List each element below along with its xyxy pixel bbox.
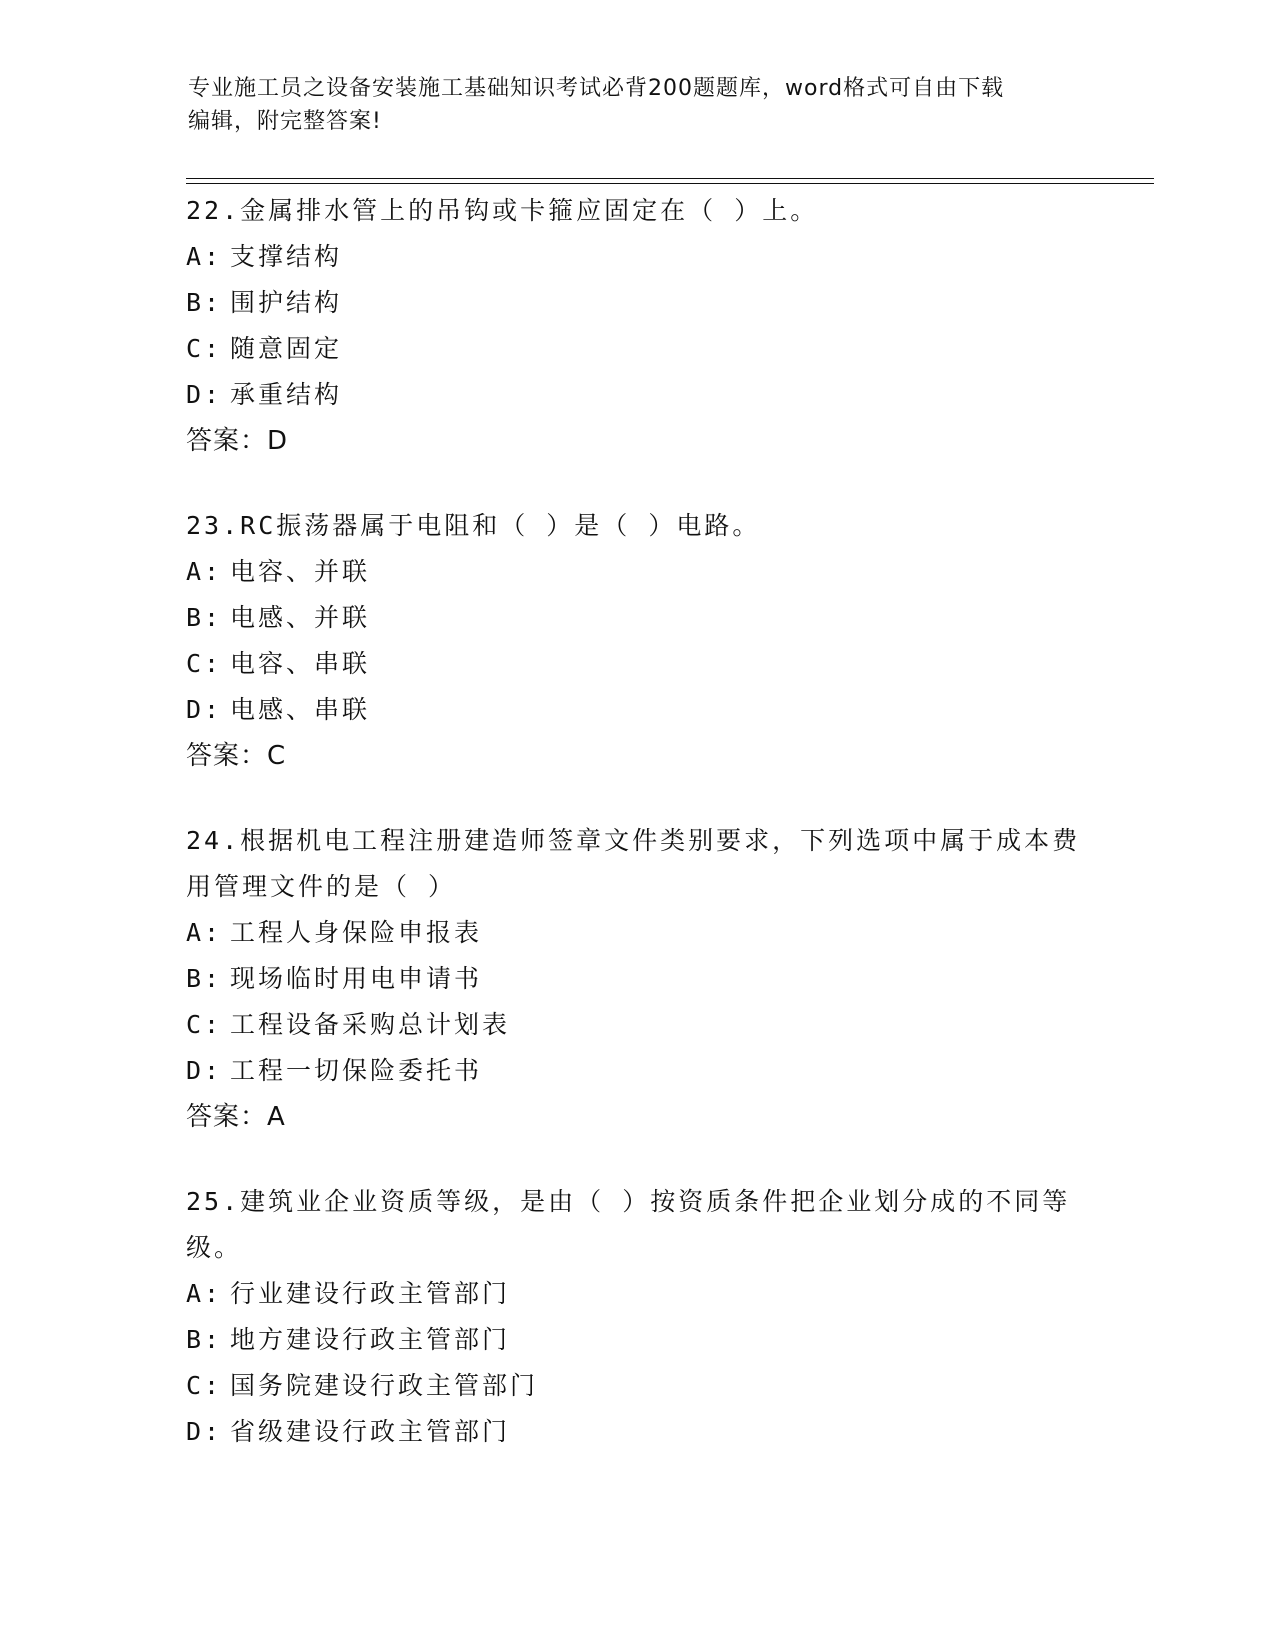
option-letter: B: [186,603,223,632]
option-letter: C: [186,649,223,678]
option-c [186,641,1106,687]
option-d [186,687,1106,733]
answer-line: 答案：D [186,426,289,456]
option-letter: B: [186,964,223,993]
option-text: 随意固定 [230,334,343,363]
question-24 [186,818,1106,1140]
question-list [186,188,1106,1494]
option-letter: C: [186,334,223,363]
question-stem: 25.建筑业企业资质等级，是由（ ）按资质条件把企业划分成的不同等级。 [186,1187,1071,1262]
header-divider-bottom [186,183,1154,184]
option-text: 电容、串联 [230,649,371,678]
option-b [186,1317,1106,1363]
option-letter: A: [186,1279,223,1308]
option-text: 承重结构 [230,380,343,409]
option-d [186,1409,1106,1455]
answer-line: 答案：A [186,1102,286,1132]
question-25 [186,1179,1106,1455]
option-text: 行业建设行政主管部门 [230,1279,511,1308]
option-text: 围护结构 [230,288,343,317]
answer-line: 答案：C [186,741,287,771]
option-b [186,956,1106,1002]
option-letter: A: [186,242,223,271]
option-text: 国务院建设行政主管部门 [230,1371,539,1400]
question-stem: 24.根据机电工程注册建造师签章文件类别要求，下列选项中属于成本费用管理文件的是（ ） [186,826,1081,901]
option-letter: D: [186,1417,223,1446]
option-text: 电感、并联 [230,603,371,632]
option-c [186,1002,1106,1048]
option-text: 电容、并联 [230,557,371,586]
question-stem: 23.RC振荡器属于电阻和（ ）是（ ）电路。 [186,511,761,540]
option-d [186,1048,1106,1094]
option-text: 地方建设行政主管部门 [230,1325,511,1354]
option-letter: B: [186,288,223,317]
option-text: 现场临时用电申请书 [230,964,483,993]
header-divider-top [186,178,1154,179]
option-letter: C: [186,1371,223,1400]
option-letter: C: [186,1010,223,1039]
option-text: 工程设备采购总计划表 [230,1010,511,1039]
option-a [186,549,1106,595]
question-23 [186,503,1106,779]
option-b [186,280,1106,326]
option-letter: D: [186,695,223,724]
option-b [186,595,1106,641]
option-a [186,910,1106,956]
option-letter: D: [186,1056,223,1085]
header-line-1: 专业施工员之设备安装施工基础知识考试必背200题题库，word格式可自由下载 [188,76,1005,101]
option-letter: A: [186,918,223,947]
option-text: 工程人身保险申报表 [230,918,483,947]
option-letter: A: [186,557,223,586]
option-d [186,372,1106,418]
option-text: 电感、串联 [230,695,371,724]
option-a [186,1271,1106,1317]
option-text: 省级建设行政主管部门 [230,1417,511,1446]
document-header [188,72,1088,138]
option-a [186,234,1106,280]
header-line-2: 编辑，附完整答案! [188,109,382,134]
option-c [186,1363,1106,1409]
option-letter: D: [186,380,223,409]
option-text: 工程一切保险委托书 [230,1056,483,1085]
question-22 [186,188,1106,464]
option-text: 支撑结构 [230,242,343,271]
question-stem: 22.金属排水管上的吊钩或卡箍应固定在（ ）上。 [186,196,819,225]
option-letter: B: [186,1325,223,1354]
option-c [186,326,1106,372]
